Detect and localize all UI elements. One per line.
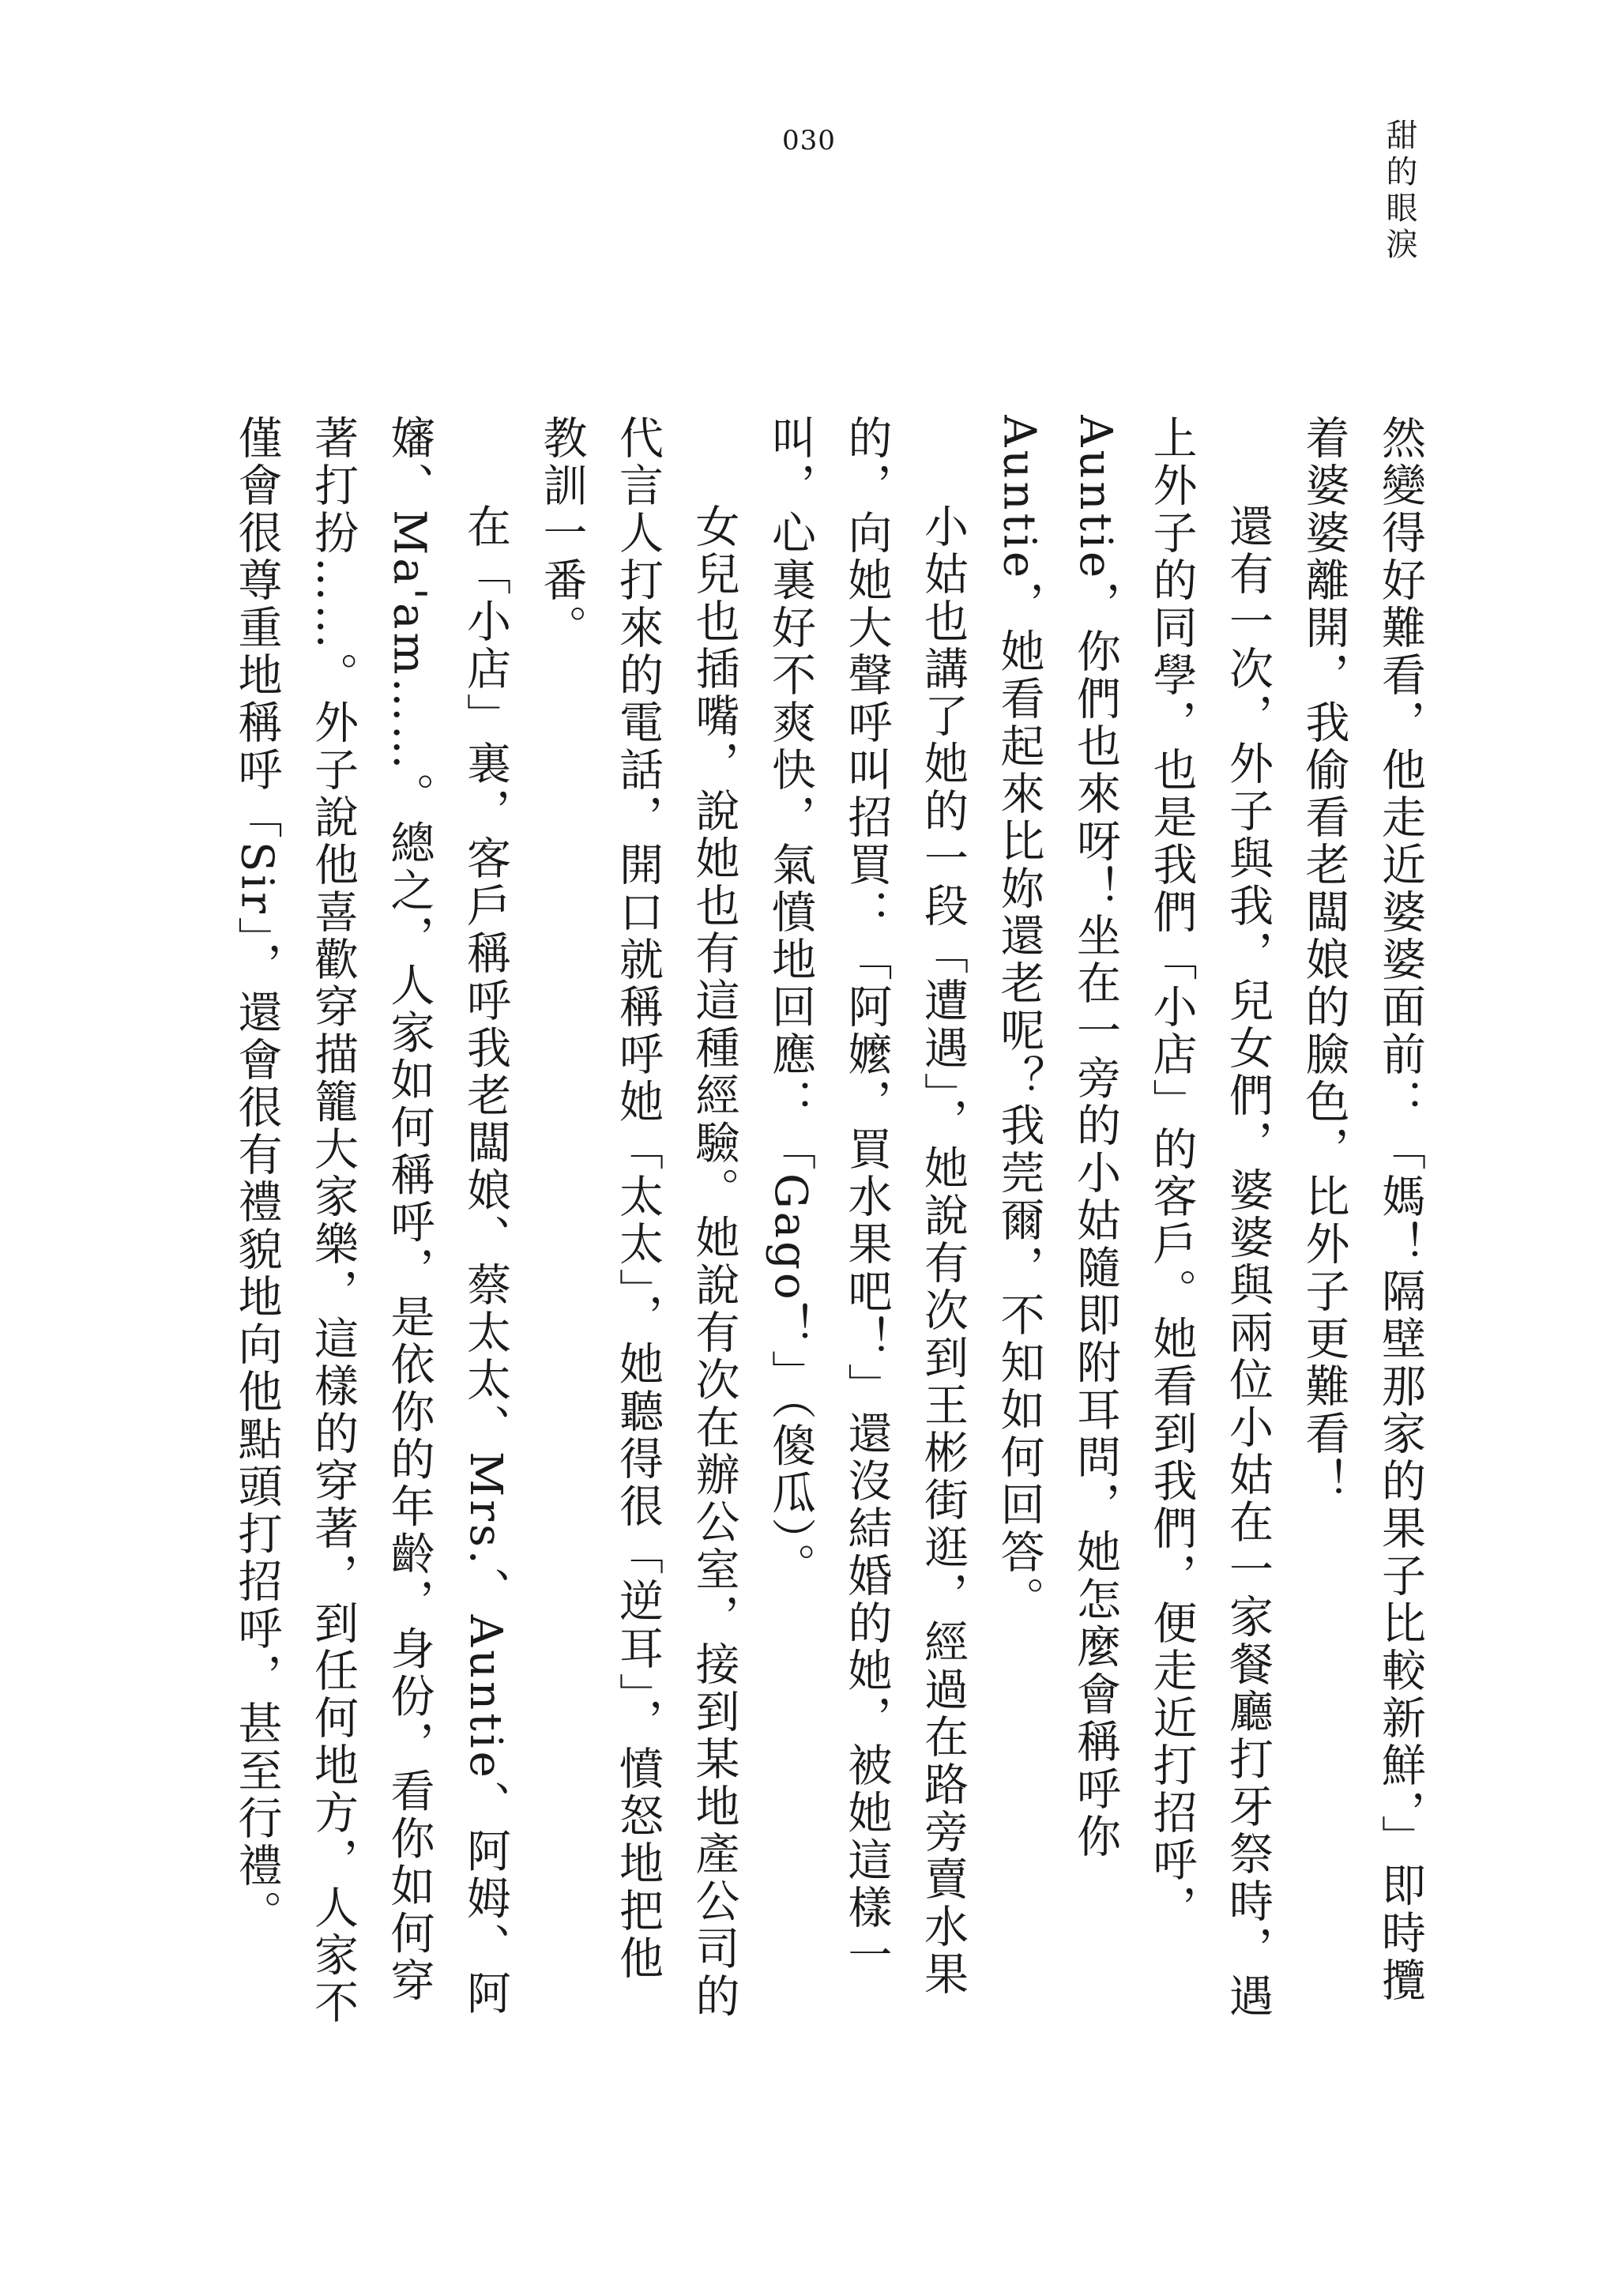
paragraph-1: 然變得好難看，他走近婆婆面前：「媽！隔壁那家的果子比較新鮮，」即時攬着婆婆離開，我偷看老闆娘的臉色，比外子更難看！ — [1298, 415, 1426, 2004]
paragraph-5: 在「小店」裏，客戶稱呼我老闆娘、蔡太太、Mrs.、Auntie、阿姆、阿嬸、Ma'am……。總之，人家如何稱呼，是依你的年齡，身份，看你如何穿著打扮……。外子說他喜歡穿描籠大家樂，這樣的穿著，到任何地方，人家不僅會很尊重地稱呼「Sir」，還會很有禮貌地向他點頭打招呼，甚至行禮。 — [231, 415, 511, 2027]
paragraph-4: 女兒也插嘴，說她也有這種經驗。她說有次在辦公室，接到某地產公司的代言人打來的電話，開口就稱呼她「太太」，她聽得很「逆耳」，憤怒地把他教訓一番。 — [536, 415, 740, 2020]
body-text — [221, 415, 1438, 2027]
paragraph-2: 還有一次，外子與我，兒女們，婆婆與兩位小姑在一家餐廳打牙祭時，遇上外子的同學，也是我們「小店」的客戶。她看到我們，便走近打招呼，Auntie，你們也來呀！坐在一旁的小姑隨即附耳問，她怎麼會稱呼你Auntie，她看起來比妳還老呢？我莞爾，不知如何回答。 — [993, 415, 1274, 2020]
running-title: 甜的眼淚 — [1381, 119, 1417, 264]
paragraph-3: 小姑也講了她的一段「遭遇」，她說有次到王彬街逛，經過在路旁賣水果的，向她大聲呼叫招買：「阿嬤，買水果吧！」還沒結婚的她，被她這樣一叫，心裏好不爽快，氣憤地回應：「Gago！」（傻瓜）。 — [765, 415, 969, 1998]
page-number: 030 — [782, 125, 836, 156]
